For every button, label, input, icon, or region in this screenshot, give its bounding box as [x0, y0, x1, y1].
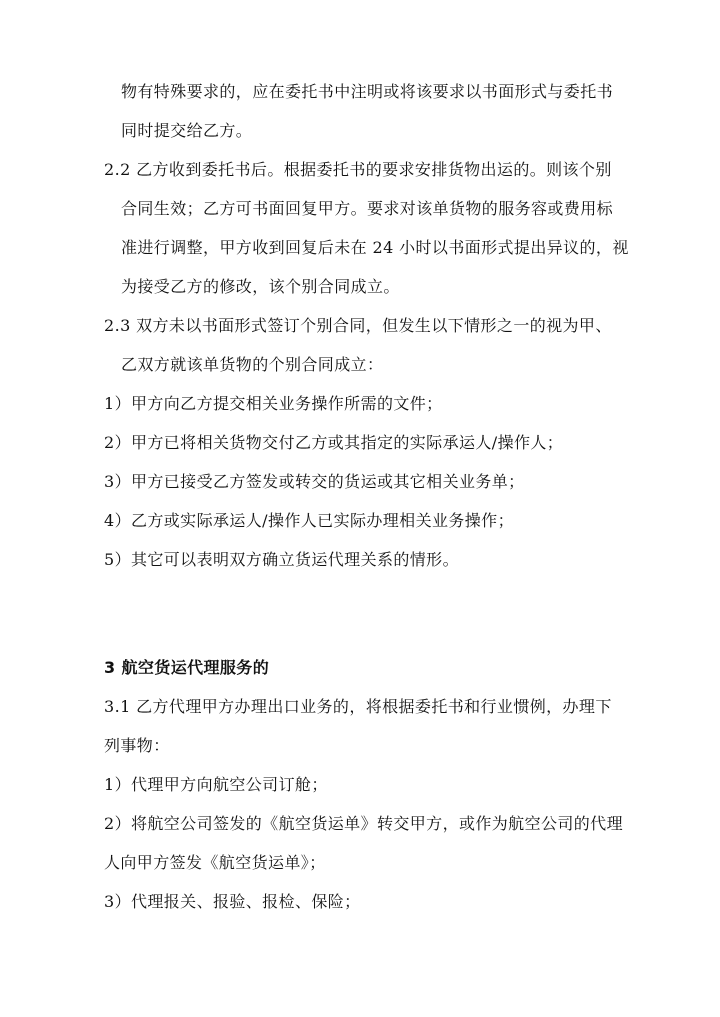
paragraph-line: 乙双方就该单货物的个别合同成立： — [121, 355, 384, 374]
list-item: 2）甲方已将相关货物交付乙方或其指定的实际承运人/操作人； — [104, 433, 564, 452]
list-item: 3）甲方已接受乙方签发或转交的货运或其它相关业务单； — [104, 472, 525, 491]
list-item: 2）将航空公司签发的《航空货运单》转交甲方，或作为航空公司的代理 — [104, 814, 623, 833]
list-item: 1）代理甲方向航空公司订舱； — [104, 775, 328, 794]
clause-3-1: 3.1 乙方代理甲方办理出口业务的，将根据委托书和行业惯例，办理下 — [104, 697, 612, 716]
paragraph-line: 合同生效；乙方可书面回复甲方。要求对该单货物的服务容或费用标 — [121, 199, 614, 218]
list-item: 5）其它可以表明双方确立货运代理关系的情形。 — [104, 550, 459, 569]
paragraph-line: 同时提交给乙方。 — [121, 121, 253, 140]
list-item: 4）乙方或实际承运人/操作人已实际办理相关业务操作； — [104, 511, 514, 530]
clause-2-2: 2.2 乙方收到委托书后。根据委托书的要求安排货物出运的。则该个别 — [104, 160, 612, 179]
paragraph-line: 列事物： — [104, 736, 170, 755]
paragraph-line: 物有特殊要求的，应在委托书中注明或将该要求以书面形式与委托书 — [121, 82, 614, 101]
list-item: 3）代理报关、报验、报检、保险； — [104, 892, 361, 911]
paragraph-line: 人向甲方签发《航空货运单》； — [104, 853, 326, 872]
section-3-heading: 3 航空货运代理服务的 — [104, 658, 270, 677]
clause-2-3: 2.3 双方未以书面形式签订个别合同，但发生以下情形之一的视为甲、 — [104, 316, 612, 335]
paragraph-line: 准进行调整，甲方收到回复后未在 24 小时以书面形式提出异议的，视 — [121, 238, 629, 257]
paragraph-line: 为接受乙方的修改，该个别合同成立。 — [121, 277, 400, 296]
list-item: 1）甲方向乙方提交相关业务操作所需的文件； — [104, 394, 443, 413]
